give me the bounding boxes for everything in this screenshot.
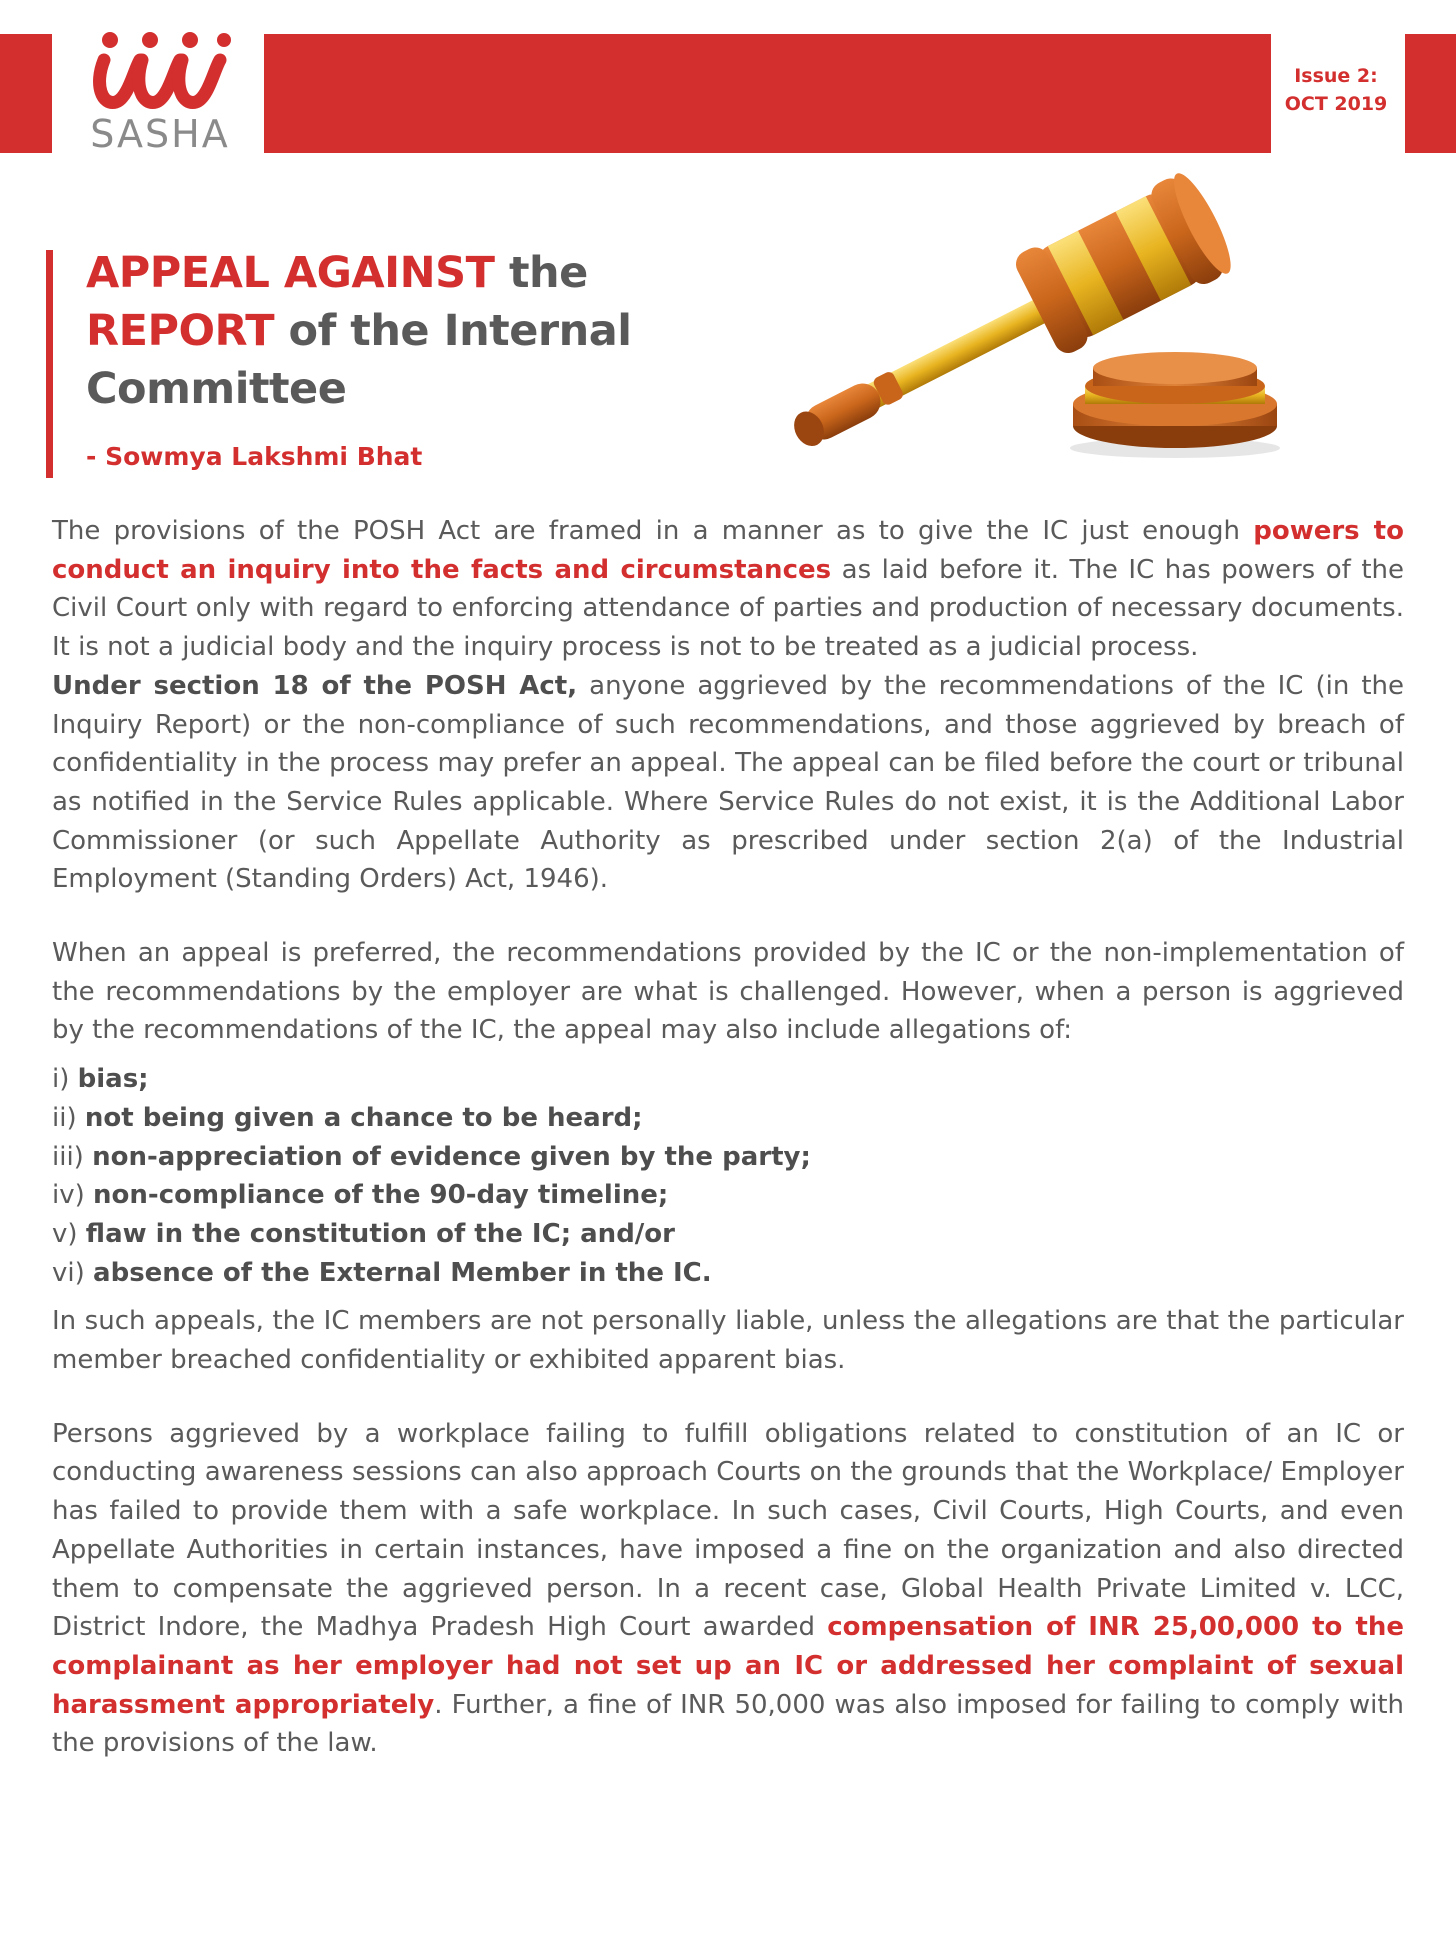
spacer <box>52 1380 1404 1415</box>
spacer <box>52 1050 1404 1060</box>
list-item-number: iv) <box>52 1180 85 1211</box>
paragraph-5-highlight: compensation of INR 25,00,000 to the complainant as her employer had not set up an IC or addressed her complaint of sexual harassment appropriately <box>52 1612 1404 1720</box>
paragraph-3: When an appeal is preferred, the recommendations provided by the IC or the non-implementation of the recommendations by the employer are what is challenged. However, when a person is aggrieved by the recommendations of the IC, the appeal may also include allegations of: <box>52 938 1404 1046</box>
list-item-number: ii) <box>52 1102 77 1133</box>
paragraph-4: In such appeals, the IC members are not personally liable, unless the allegations are that the particular member breached confidentiality or exhibited apparent bias. <box>52 1306 1404 1376</box>
list-item-text: non-appreciation of evidence given by the party; <box>92 1141 811 1172</box>
paragraph-5-text: Persons aggrieved by a workplace failing to fulfill obligations related to constitution of an IC or conducting awareness sessions can also approach Courts on the grounds that the Workplace/ Employer has failed to provide them with a safe workplace. In such cases, Civil Courts, High Courts, and even Appellate Authorities in certain instances, have imposed a fine on the organization and also directed them to compensate the aggrieved person. In a recent case, Global Health Private Limited v. LCC, District Indore, the Madhya Pradesh High Court awarded <box>52 1418 1404 1643</box>
paragraph-5 <box>52 1415 1404 1763</box>
list-item-number: v) <box>52 1218 78 1249</box>
spacer <box>52 899 1404 934</box>
paragraph-1-text-2: as laid before it. The IC has powers of the Civil Court only with regard to enforcing attendance of parties and production of necessary documents. It is not a judicial body and the inquiry process is not to be treated as a judicial process. <box>52 554 1404 663</box>
title-accent-bar <box>46 250 53 478</box>
allegations-list <box>52 1060 1404 1292</box>
title-text-2: of the Internal Committee <box>86 306 632 414</box>
header-band-right <box>1405 34 1456 153</box>
list-item-text: not being given a chance to be heard; <box>84 1102 643 1133</box>
issue-date: OCT 2019 <box>1284 93 1388 115</box>
issue-info <box>1272 62 1400 118</box>
header-band-left <box>0 34 52 153</box>
list-item-text: bias; <box>77 1064 149 1095</box>
article-author: - Sowmya Lakshmi Bhat <box>86 442 423 471</box>
gavel-icon <box>755 158 1290 458</box>
list-item-text: absence of the External Member in the IC. <box>93 1257 712 1288</box>
list-item <box>52 1176 1404 1215</box>
paragraph-1-highlight: powers to conduct an inquiry into the facts and circumstances <box>52 516 1404 585</box>
list-item <box>52 1099 1404 1138</box>
paragraph-2-text: anyone aggrieved by the recommendations of the IC (in the Inquiry Report) or the non-compliance of such recommendations, and those aggrieved by breach of confidentiality in the process may prefer an appeal. The appeal can be filed before the court or tribunal as notified in the Service Rules applicable. Where Service Rules do not exist, it is the Additional Labor Commissioner (or such Appellate Authority as prescribed under section 2(a) of the Industrial Employment (Standing Orders) Act, 1946). <box>52 670 1404 895</box>
list-item-number: i) <box>52 1064 70 1095</box>
issue-label: Issue 2: <box>1294 65 1378 87</box>
list-item <box>52 1138 1404 1177</box>
sasha-logo <box>80 30 240 158</box>
title-highlight-1: APPEAL AGAINST <box>86 248 495 298</box>
list-item-number: iii) <box>52 1141 84 1172</box>
list-item-number: vi) <box>52 1257 85 1288</box>
article-title <box>86 244 726 418</box>
spacer <box>52 1292 1404 1302</box>
brand-name: SASHA <box>90 112 230 156</box>
list-item-text: non-compliance of the 90-day timeline; <box>93 1180 669 1211</box>
paragraph-1-text: The provisions of the POSH Act are framed in a manner as to give the IC just enough <box>52 516 1254 546</box>
list-item <box>52 1254 1404 1293</box>
list-item <box>52 1060 1404 1099</box>
logo-mark-icon <box>84 30 234 114</box>
title-highlight-2: REPORT <box>86 306 275 356</box>
paragraph-2-bold: Under section 18 of the POSH Act, <box>52 670 578 701</box>
header-band <box>264 34 1271 153</box>
paragraph-2 <box>52 667 1404 899</box>
article-body <box>52 512 1404 1763</box>
title-text-1: the <box>494 248 588 298</box>
list-item-text: flaw in the constitution of the IC; and/or <box>85 1218 675 1249</box>
list-item <box>52 1215 1404 1254</box>
paragraph-1 <box>52 512 1404 667</box>
paragraph-5-text-2: . Further, a fine of INR 50,000 was also imposed for failing to comply with the provisions of the law. <box>52 1689 1404 1759</box>
